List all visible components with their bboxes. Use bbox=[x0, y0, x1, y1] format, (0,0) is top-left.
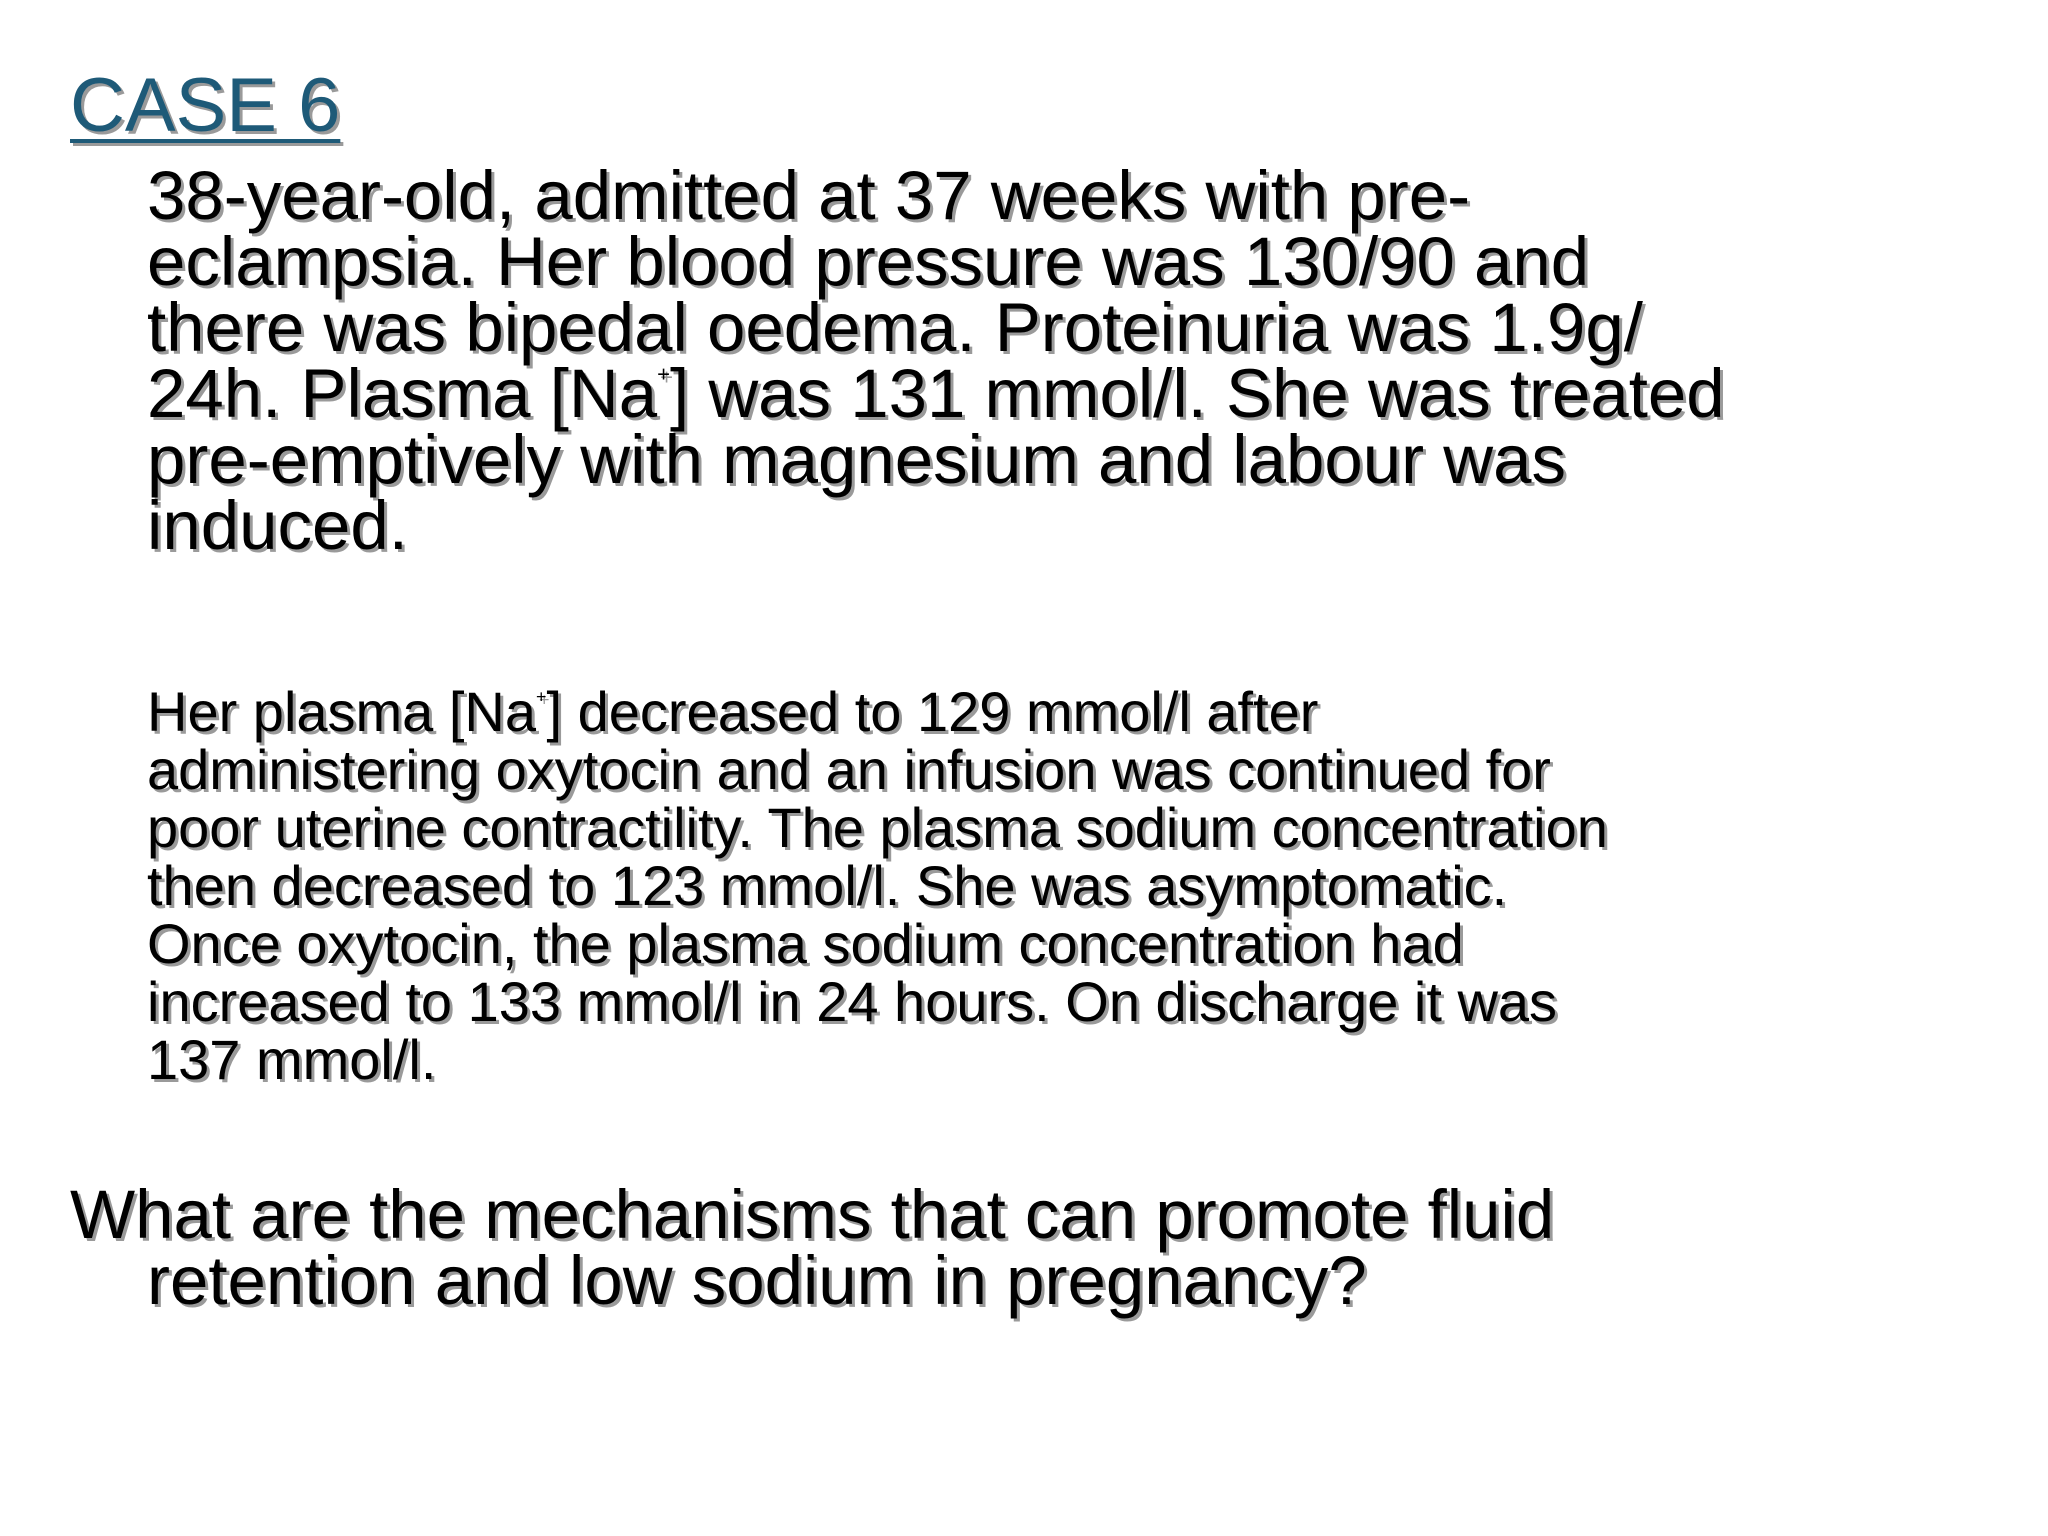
text-line: pre-emptively with magnesium and labour was bbox=[147, 421, 1566, 498]
slide-title: CASE 6 bbox=[70, 63, 341, 148]
sodium-charge-superscript: + bbox=[657, 361, 670, 387]
text-line: poor uterine contractility. The plasma sodium concentration bbox=[147, 796, 1608, 859]
text-line: increased to 133 mmol/l in 24 hours. On discharge it was bbox=[147, 970, 1558, 1033]
text-line bbox=[147, 355, 1725, 432]
text-line: then decreased to 123 mmol/l. She was asymptomatic. bbox=[147, 854, 1508, 917]
text-segment: Her plasma [Na bbox=[147, 680, 537, 743]
text-line: administering oxytocin and an infusion was continued for bbox=[147, 738, 1551, 801]
text-line: there was bipedal oedema. Proteinuria was 1.9g/ bbox=[147, 289, 1643, 366]
question-line: retention and low sodium in pregnancy? bbox=[147, 1242, 1367, 1319]
text-line: 38-year-old, admitted at 37 weeks with pre- bbox=[147, 157, 1471, 234]
sodium-charge-superscript: + bbox=[536, 686, 547, 707]
text-line: induced. bbox=[147, 487, 408, 564]
text-segment: ] was 131 mmol/l. She was treated bbox=[670, 355, 1725, 432]
text-line bbox=[147, 680, 1319, 743]
text-segment: 24h. Plasma [Na bbox=[147, 355, 658, 432]
text-line: Once oxytocin, the plasma sodium concentration had bbox=[147, 912, 1464, 975]
text-segment: ] decreased to 129 mmol/l after bbox=[546, 680, 1319, 743]
text-line: eclampsia. Her blood pressure was 130/90 and bbox=[147, 223, 1590, 300]
question-line: What are the mechanisms that can promote fluid bbox=[70, 1176, 1555, 1253]
text-line: 137 mmol/l. bbox=[147, 1028, 437, 1091]
